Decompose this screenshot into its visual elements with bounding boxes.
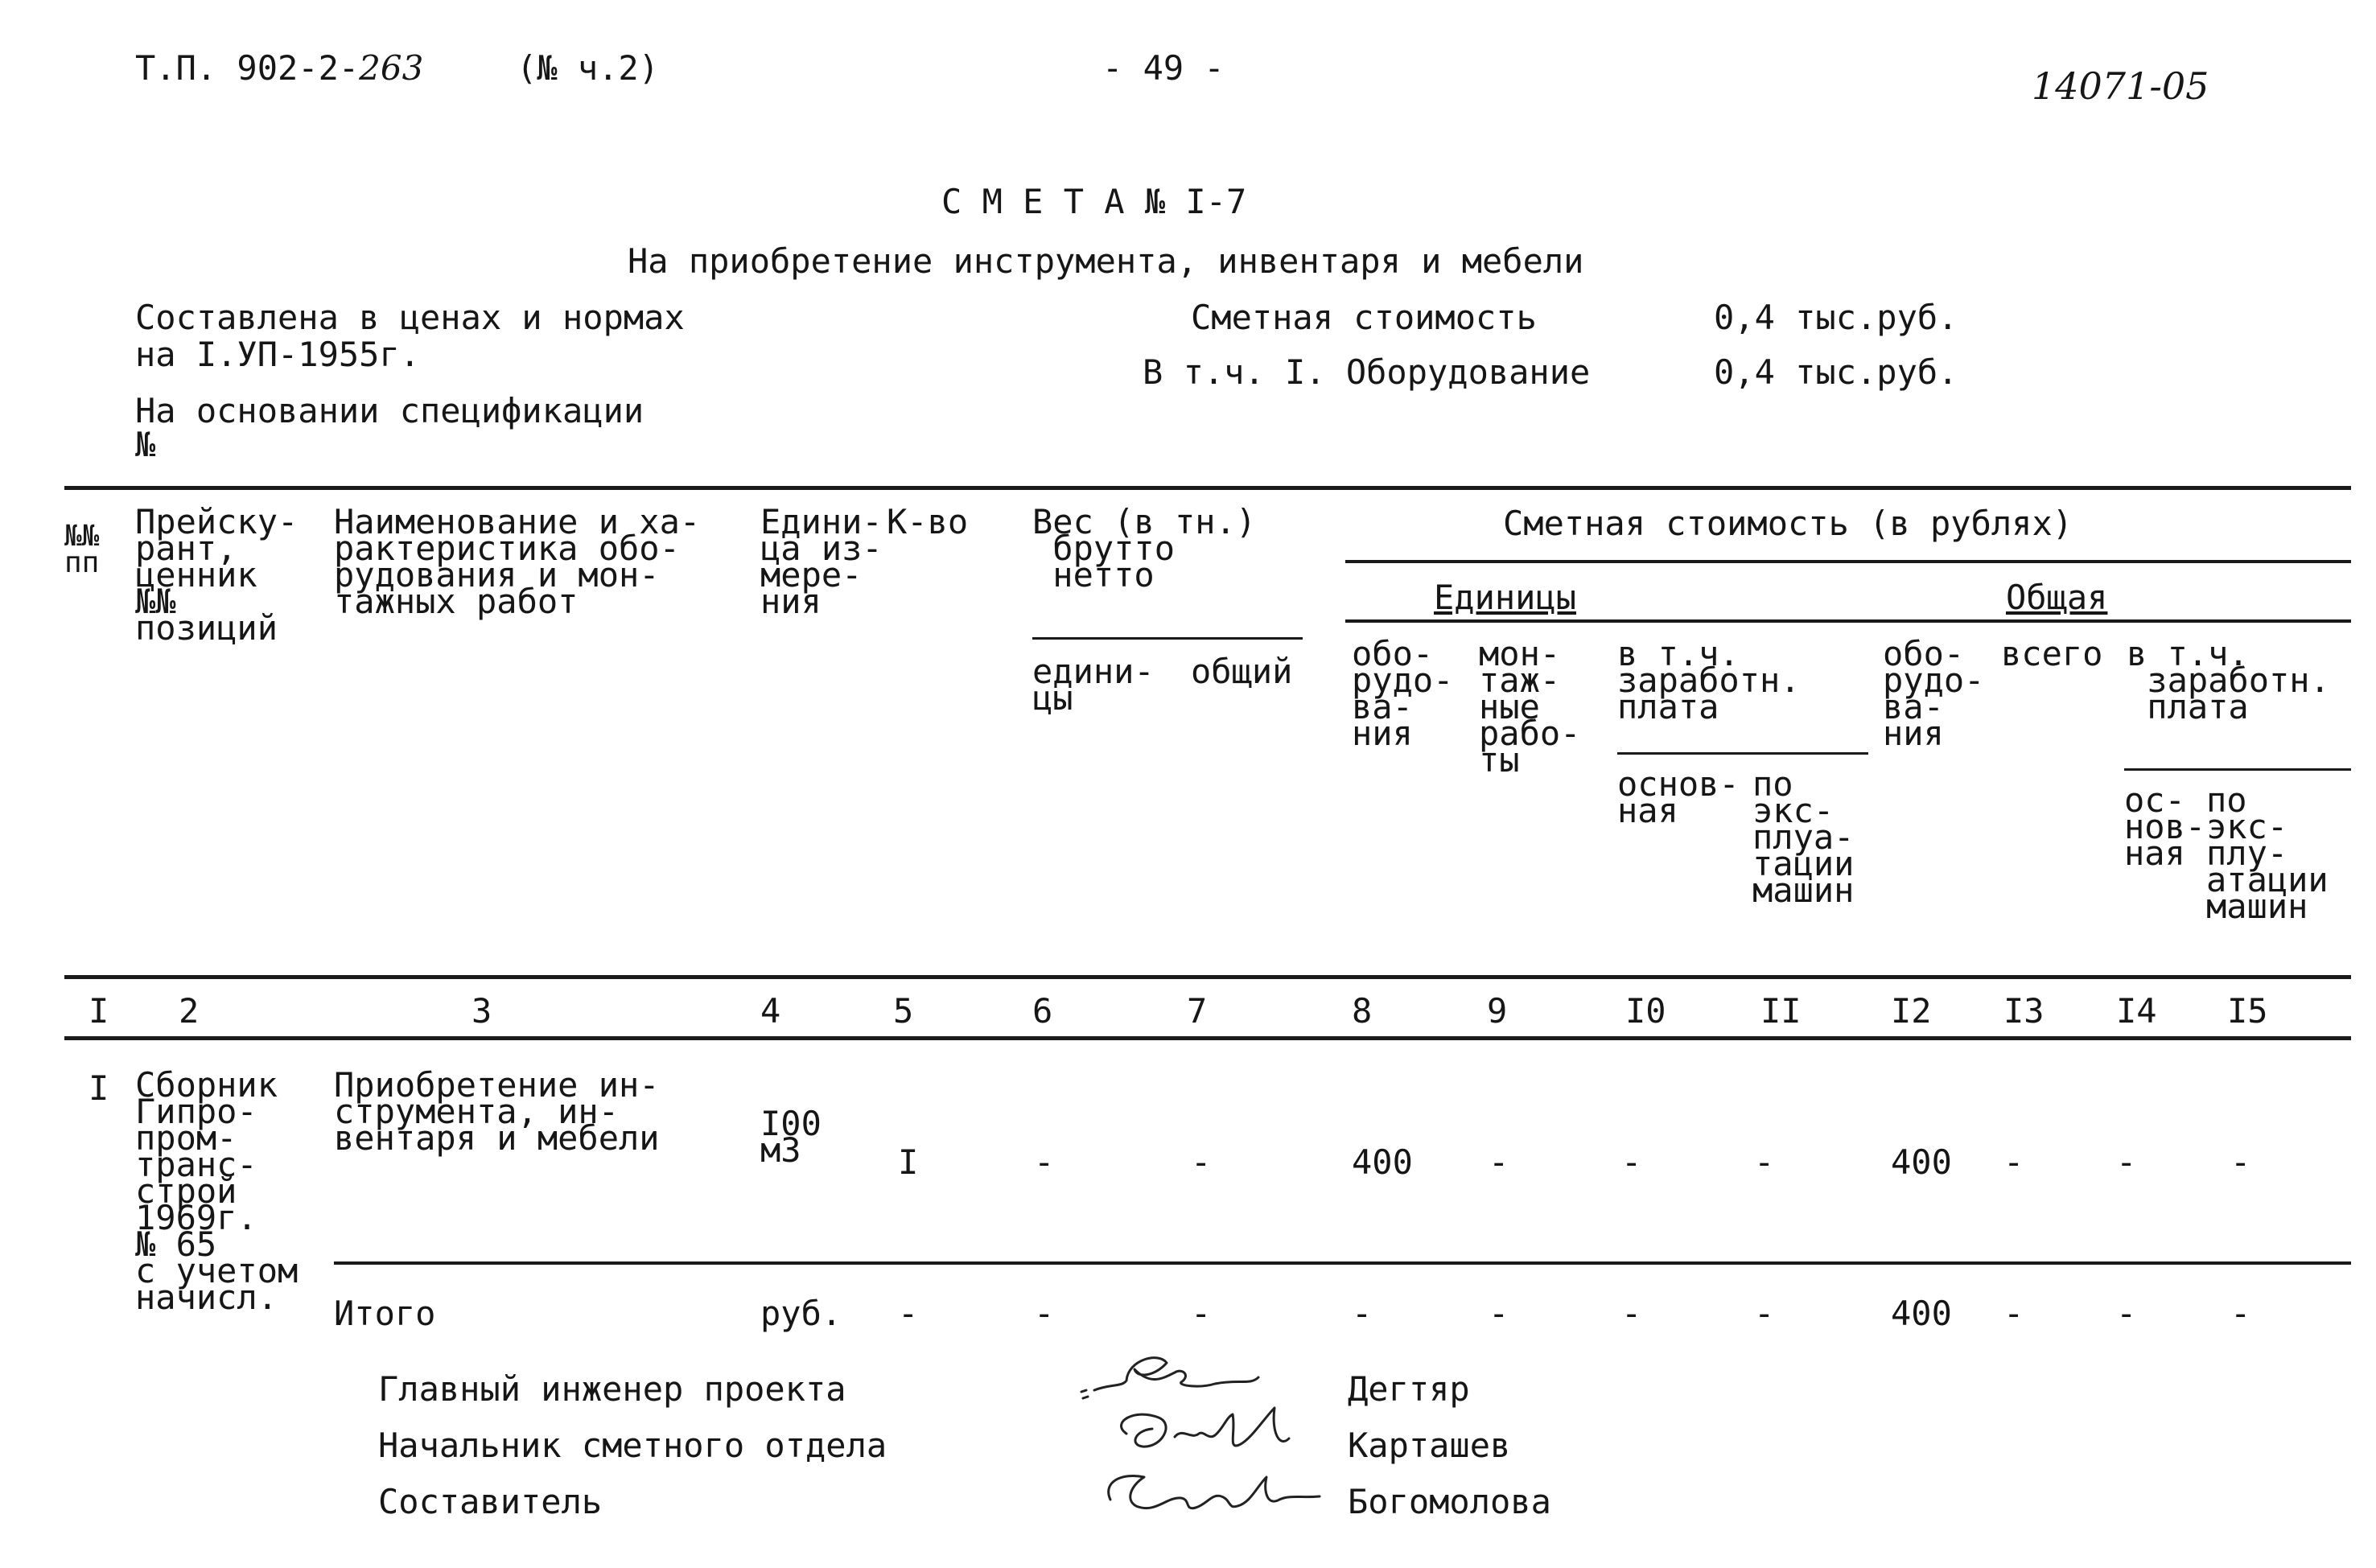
row-general-wage-main: - bbox=[2116, 1142, 2137, 1182]
total-c10: - bbox=[1621, 1294, 1642, 1333]
page-subtitle: На приобретение инструмента, инвентаря и мебели bbox=[628, 241, 1584, 281]
signature-role: Главный инженер проекта bbox=[378, 1369, 846, 1409]
header-unit-equipment: обо- рудо- ва- ния bbox=[1352, 634, 1454, 753]
row-unit-equipment: 400 bbox=[1352, 1142, 1413, 1182]
row-general-equipment: 400 bbox=[1891, 1142, 1952, 1182]
signature-kartashev bbox=[1122, 1408, 1289, 1447]
header-general-wage-machines: по экс- плу- атации машин bbox=[2206, 780, 2329, 926]
general-wage-rule bbox=[2124, 768, 2351, 771]
column-number: I3 bbox=[2003, 991, 2045, 1031]
total-separator-rule bbox=[334, 1261, 2351, 1265]
part-label: (№ ч.2) bbox=[517, 48, 660, 88]
column-number: 3 bbox=[471, 991, 492, 1031]
header-general-wage: в т.ч. заработн. плата bbox=[2127, 634, 2330, 726]
header-unit: Едини- ца из- мере- ния bbox=[760, 502, 883, 621]
column-number: 8 bbox=[1352, 991, 1373, 1031]
weight-header-rule bbox=[1032, 637, 1303, 640]
column-number: I2 bbox=[1891, 991, 1932, 1031]
cost-value: 0,4 тыс.руб. bbox=[1714, 298, 1958, 337]
column-number: 2 bbox=[179, 991, 200, 1031]
total-unit: руб. bbox=[760, 1294, 842, 1333]
cost-label: Сметная стоимость bbox=[1191, 298, 1537, 337]
row-weight-total: - bbox=[1191, 1142, 1212, 1182]
header-unit-mounting: мон- таж- ные рабо- ты bbox=[1479, 634, 1581, 780]
row-number: I bbox=[89, 1068, 109, 1108]
total-c14: - bbox=[2116, 1294, 2137, 1333]
row-item-name: Приобретение ин- струмента, ин- вентаря и мебели bbox=[334, 1065, 660, 1158]
signature-role: Составитель bbox=[378, 1482, 603, 1521]
header-unit-wage-main: основ- ная bbox=[1617, 764, 1740, 830]
signature-name: Карташев bbox=[1348, 1426, 1511, 1465]
row-weight-unit: - bbox=[1034, 1142, 1055, 1182]
header-general-equipment: обо- рудо- ва- ния bbox=[1883, 634, 1985, 753]
row-quantity: I bbox=[898, 1142, 919, 1182]
handwritten-signatures bbox=[1078, 1327, 1344, 1529]
header-general: Общая bbox=[2006, 578, 2108, 617]
row-general-wage-machines: - bbox=[2230, 1142, 2251, 1182]
header-weight-unit: едини- цы bbox=[1032, 652, 1155, 718]
total-c8: - bbox=[1352, 1294, 1373, 1333]
total-c13: - bbox=[2003, 1294, 2024, 1333]
units-wage-rule bbox=[1617, 752, 1868, 755]
page-number: - 49 - bbox=[1102, 48, 1225, 88]
row-general-total: - bbox=[2003, 1142, 2024, 1182]
column-number: 5 bbox=[893, 991, 914, 1031]
header-estimated-cost: Сметная стоимость (в рублях) bbox=[1503, 504, 2073, 543]
header-general-total: всего bbox=[2001, 634, 2103, 673]
total-c7: - bbox=[1191, 1294, 1212, 1333]
basis-label: На основании спецификации bbox=[135, 391, 644, 430]
header-weight: Вес (в тн.) брутто нетто bbox=[1032, 502, 1257, 595]
header-units: Единицы bbox=[1434, 578, 1577, 617]
column-number: 4 bbox=[760, 991, 781, 1031]
basis-number: № bbox=[135, 425, 156, 464]
column-number: I4 bbox=[2116, 991, 2157, 1031]
column-number: 6 bbox=[1032, 991, 1053, 1031]
header-row-number: №№ пп bbox=[64, 520, 100, 579]
header-name: Наименование и ха- рактеристика обо- рудования и мон- тажных работ bbox=[334, 502, 701, 621]
table-top-rule bbox=[64, 486, 2351, 490]
total-c12: 400 bbox=[1891, 1294, 1952, 1333]
header-quantity: К-во bbox=[887, 502, 969, 541]
signature-role: Начальник сметного отдела bbox=[378, 1426, 887, 1465]
project-code-handwritten: 263 bbox=[359, 48, 424, 88]
row-source: Сборник Гипро- пром- транс- строй 1969г. № 65 с учетом начисл. bbox=[135, 1065, 299, 1317]
row-unit-mounting: - bbox=[1489, 1142, 1509, 1182]
signature-bogomolova bbox=[1109, 1475, 1320, 1508]
signature-name: Дегтяр bbox=[1348, 1369, 1470, 1409]
header-bottom-rule bbox=[64, 975, 2351, 979]
column-number: 9 bbox=[1487, 991, 1508, 1031]
included-label: В т.ч. I. Оборудование bbox=[1143, 352, 1591, 392]
total-c11: - bbox=[1754, 1294, 1775, 1333]
column-number: 7 bbox=[1187, 991, 1208, 1031]
column-numbers-rule bbox=[64, 1036, 2351, 1040]
column-number: I5 bbox=[2227, 991, 2268, 1031]
row-unit-wage-main: - bbox=[1621, 1142, 1642, 1182]
header-unit-wage-machines: по экс- плуа- тации машин bbox=[1752, 764, 1855, 910]
header-weight-total: общий bbox=[1191, 652, 1293, 691]
total-c6: - bbox=[1034, 1294, 1055, 1333]
row-unit: I00 м3 bbox=[760, 1104, 822, 1170]
total-label: Итого bbox=[334, 1294, 436, 1333]
total-c15: - bbox=[2230, 1294, 2251, 1333]
units-general-rule bbox=[1345, 619, 2351, 623]
total-c9: - bbox=[1489, 1294, 1509, 1333]
column-number: I bbox=[89, 991, 109, 1031]
prices-line-1: Составлена в ценах и нормах bbox=[135, 298, 685, 337]
total-c5: - bbox=[898, 1294, 919, 1333]
header-unit-wage: в т.ч. заработн. плата bbox=[1617, 634, 1801, 726]
header-general-wage-main: ос- нов- ная bbox=[2124, 780, 2206, 873]
column-number: I0 bbox=[1625, 991, 1666, 1031]
prices-line-2: на I.УП-1955г. bbox=[135, 335, 421, 374]
signature-degtyar bbox=[1094, 1358, 1258, 1390]
document-number: 14071-05 bbox=[2032, 64, 2209, 108]
page-title: С М Е Т А № I-7 bbox=[941, 182, 1247, 221]
project-code: Т.П. 902-2-263 bbox=[135, 48, 424, 88]
included-value: 0,4 тыс.руб. bbox=[1714, 352, 1958, 392]
row-unit-wage-machines: - bbox=[1754, 1142, 1775, 1182]
header-pricelist: Прейску- рант, ценник №№ позиций bbox=[135, 502, 299, 648]
cost-header-rule bbox=[1345, 560, 2351, 563]
column-number: II bbox=[1760, 991, 1802, 1031]
signature-name: Богомолова bbox=[1348, 1482, 1551, 1521]
